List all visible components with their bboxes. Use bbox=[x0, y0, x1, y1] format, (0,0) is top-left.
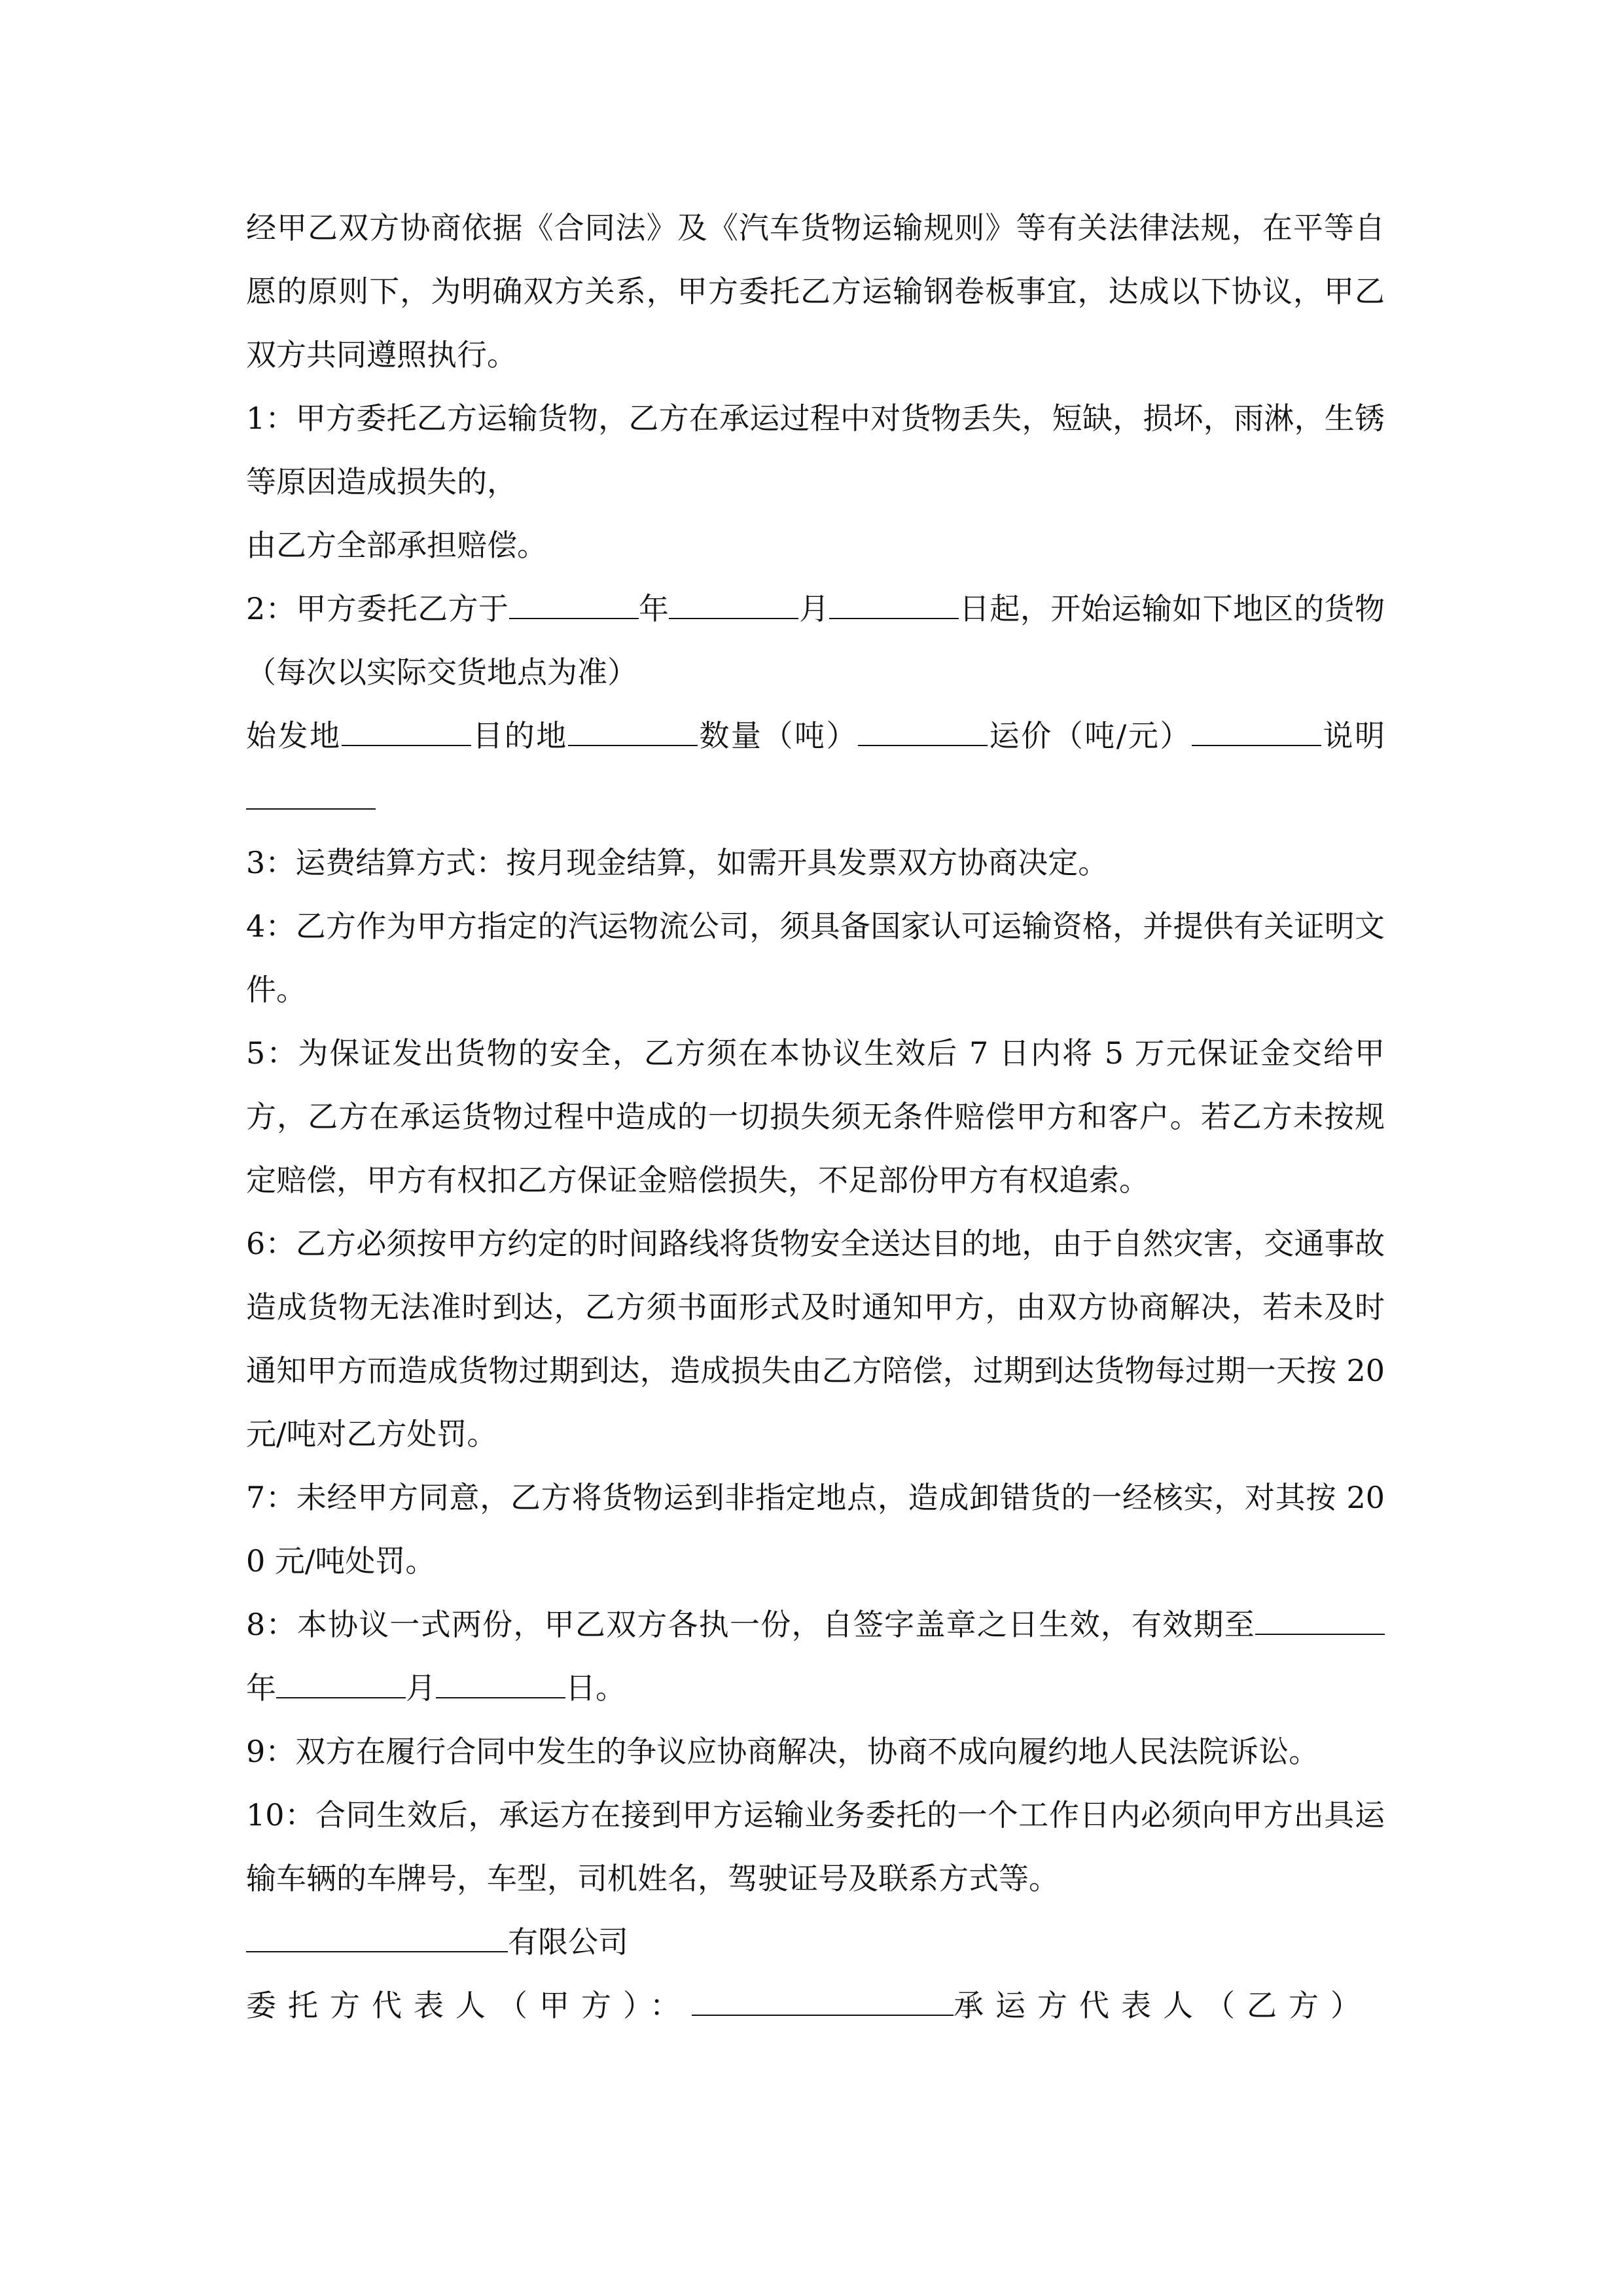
route-line bbox=[246, 704, 1385, 831]
price-label: 运价（吨/元） bbox=[988, 718, 1192, 753]
destination-label: 目的地 bbox=[471, 718, 568, 753]
clause-1 bbox=[246, 387, 1385, 514]
clause-2-suffix: 日起，开始运输如下地区的货物（每次以实际交货地点为准） bbox=[246, 591, 1385, 690]
expiry-year-label: 年 bbox=[246, 1670, 276, 1706]
expiry-year-blank[interactable] bbox=[1255, 1604, 1385, 1635]
clause-8 bbox=[246, 1593, 1385, 1720]
clause-2-prefix: 2：甲方委托乙方于 bbox=[246, 591, 509, 626]
carrier-representative-label: 承运方代表人（乙方） bbox=[954, 1988, 1372, 2023]
company-line bbox=[246, 1910, 1385, 1974]
clause-5: 5：为保证发出货物的安全，乙方须在本协议生效后 7 日内将 5 万元保证金交给甲方，乙方在承运货物过程中造成的一切损失须无条件赔偿甲方和客户。若乙方未按规定赔偿，甲方有权扣乙方保证金赔偿损失，不足部份甲方有权追索。 bbox=[246, 1035, 1385, 1198]
company-suffix: 有限公司 bbox=[508, 1924, 628, 1960]
client-representative-label: 委托方代表人（甲方）： bbox=[246, 1988, 692, 2023]
quantity-blank[interactable] bbox=[858, 715, 988, 746]
quantity-label: 数量（吨） bbox=[697, 718, 859, 753]
month-blank[interactable] bbox=[669, 588, 798, 619]
clause-4: 4：乙方作为甲方指定的汽运物流公司，须具备国家认可运输资格，并提供有关证明文件。 bbox=[246, 908, 1385, 1007]
signature-row bbox=[246, 1974, 1385, 2037]
company-name-blank[interactable] bbox=[246, 1921, 508, 1952]
clause-10: 10：合同生效后，承运方在接到甲方运输业务委托的一个工作日内必须向甲方出具运输车辆的车牌号，车型，司机姓名，驾驶证号及联系方式等。 bbox=[246, 1797, 1385, 1896]
clause-3: 3：运费结算方式：按月现金结算，如需开具发票双方协商决定。 bbox=[246, 845, 1109, 880]
clause-7: 7：未经甲方同意，乙方将货物运到非指定地点，造成卸错货的一经核实，对其按 200 元/吨处罚。 bbox=[246, 1480, 1385, 1579]
origin-label: 始发地 bbox=[246, 718, 342, 753]
day-blank[interactable] bbox=[829, 588, 959, 619]
destination-blank[interactable] bbox=[568, 715, 698, 746]
note-blank[interactable] bbox=[246, 778, 376, 810]
expiry-month-blank[interactable] bbox=[276, 1667, 406, 1698]
preamble: 经甲乙双方协商依据《合同法》及《汽车货物运输规则》等有关法律法规，在平等自愿的原则下，为明确双方关系，甲方委托乙方运输钢卷板事宜，达成以下协议，甲乙双方共同遵照执行。 bbox=[246, 210, 1385, 372]
price-blank[interactable] bbox=[1192, 715, 1321, 746]
year-label: 年 bbox=[638, 591, 669, 626]
expiry-day-blank[interactable] bbox=[436, 1667, 565, 1698]
clause-1-continued: 由乙方全部承担赔偿。 bbox=[246, 528, 547, 563]
clause-6: 6：乙方必须按甲方约定的时间路线将货物安全送达目的地，由于自然灾害，交通事故造成货物无法准时到达，乙方须书面形式及时通知甲方，由双方协商解决，若未及时通知甲方而造成货物过期到达，造成损失由乙方陪偿，过期到达货物每过期一天按 20 元/吨对乙方处罚。 bbox=[246, 1226, 1385, 1452]
clause-8-text: 8：本协议一式两份，甲乙双方各执一份，自签字盖章之日生效，有效期至 bbox=[246, 1607, 1255, 1642]
origin-blank[interactable] bbox=[342, 715, 471, 746]
expiry-month-label: 月 bbox=[406, 1670, 436, 1706]
clause-9: 9：双方在履行合同中发生的争议应协商解决，协商不成向履约地人民法院诉讼。 bbox=[246, 1734, 1319, 1769]
expiry-day-label: 日。 bbox=[565, 1670, 626, 1706]
clause-1-text: 1：甲方委托乙方运输货物，乙方在承运过程中对货物丢失，短缺，损坏，雨淋，生锈等原因造成损失的， bbox=[246, 401, 1385, 499]
year-blank[interactable] bbox=[509, 588, 639, 619]
month-label: 月 bbox=[798, 591, 830, 626]
note-label: 说明 bbox=[1321, 718, 1385, 753]
client-signature-blank[interactable] bbox=[692, 1984, 954, 2016]
contract-page bbox=[246, 196, 1385, 2037]
clause-2 bbox=[246, 577, 1385, 704]
